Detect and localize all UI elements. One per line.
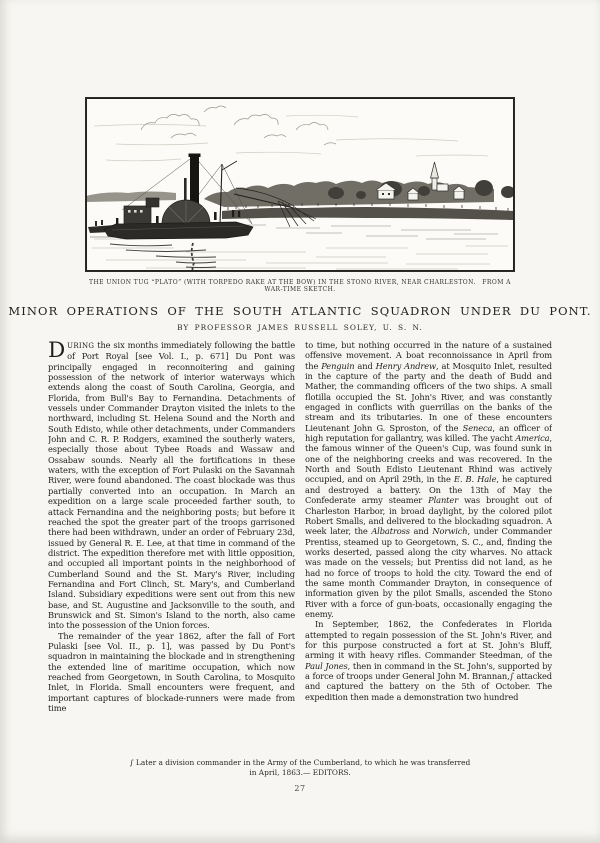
- drop-cap: D: [48, 340, 66, 363]
- footnote-line-1: ∫ Later a division commander in the Army of the Cumberland, to which he was transferred: [129, 758, 471, 767]
- footnote-line-2: in April, 1863.— EDITORS.: [249, 767, 351, 777]
- figure-block: [85, 97, 515, 293]
- tug-hull: [104, 222, 253, 239]
- page-number: 27: [294, 784, 306, 793]
- paragraph: In September, 1862, the Confederates in Florida attempted to regain possession of the St. John's River, and for this purpose constructed a fort at St. John's Bluff, arming it with heavy rifles. Commander Steedman, of the Paul Jones, then in command in the St. John's, supported by a force of troops under General John M. Brannan,∫ attacked and captured the battery on the 5th of October. The expedition then made a demonstration two hundred: [305, 619, 552, 702]
- engraving-illustration: [86, 98, 514, 271]
- tug-deckhouse: [124, 206, 151, 224]
- right-column: [305, 340, 552, 758]
- article-title: MINOR OPERATIONS OF THE SOUTH ATLANTIC SQUADRON UNDER DU PONT.: [8, 304, 592, 318]
- article-body: [48, 340, 552, 758]
- paragraph: to time, but nothing occurred in the nature of a sustained offensive movement. A boat reconnoissance in April from the Penguin and Henry Andrew, at Mosquito Inlet, resulted in the capture of the party and the death of Budd and Mather, the commanding officers of the two ships. A small flotilla occupied the St. John's River, and was constantly engaged in conflicts with guerrillas on the banks of the stream and its tributaries. In one of these encounters Lieutenant John G. Sproston, of the Seneca, an officer of high reputation for gallantry, was killed. The yacht America, the famous winner of the Queen's Cup, was found sunk in one of the neighboring creeks and was recovered. In the North and South Edisto Lieutenant Rhind was actively occupied, and on April 29th, in the E. B. Hale, he captured and destroyed a battery. On the 13th of May the Confederate army steamer Planter was brought out of Charleston Harbor, in broad daylight, by the colored pilot Robert Smalls, and delivered to the blockading squadron. A week later, the Albatross and Norwich, under Commander Prentiss, steamed up to Georgetown, S. C., and, finding the works deserted, passed along the city wharves. No attack was made on the vessels; but Prentiss did not land, as he had no force of troops to hold the city. Toward the end of the same month Commander Drayton, in consequence of information given by the pilot Smalls, ascended the Stono River with a force of gun-boats, occasionally engaging the enemy.: [305, 340, 552, 619]
- article-byline: BY PROFESSOR JAMES RUSSELL SOLEY, U. S. N.: [177, 323, 423, 332]
- paragraph: The remainder of the year 1862, after the fall of Fort Pulaski [see Vol. II., p. 1], was passed by Du Pont's squadron in maintaining the blockade and in strengthening the extended line of maritime occupation, which now reached from Georgetown, in South Carolina, to Mosquito Inlet, in Florida. Small encounters were frequent, and important captures of blockade-runners were made from time: [48, 630, 295, 714]
- paragraph: DURING the six months immediately following the battle of Port Royal [see Vol. I., p. 671] Du Pont was principally engaged in reconnoitering and gaining possession of the network of interior waterways which extends along the coast of South Carolina, Georgia, and Florida, from Bull's Bay to Fernandina. Detachments of vessels under Commander Drayton visited the inlets to the northward, including St. Helena Sound and the North and South Edisto, while other detachments, under Commanders John and C. R. P. Rodgers, examined the southerly waters, especially those about Tybee Roads and Wassaw and Ossabaw sounds. Nearly all the fortifications in these waters, with the exception of Fort Pulaski on the Savannah River, were found abandoned. The coast blockade was thus partially converted into an occupation. In March an expedition on a large scale proceeded farther south, to attack Fernandina and the neighboring posts; but before it reached the spot the greater part of the troops garrisoned there had been withdrawn, under an order of February 23d, issued by General R. E. Lee, at that time in command of the district. The expedition therefore met with little opposition, and occupied all important points in the neighborhood of Cumberland Sound and the St. Mary's River, including Fernandina and Fort Clinch, St. Mary's, and Cumberland Island. Subsidiary expeditions were sent out from this new base, and St. Augustine and Jacksonville to the south, and Brunswick and St. Simon's Island to the north, also came into the possession of the Union forces.: [48, 340, 295, 631]
- engraving-frame: [85, 97, 515, 272]
- figure-caption: THE UNION TUG “PLATO” (WITH TORPEDO RAKE AT THE BOW) IN THE STONO RIVER, NEAR CHARLESTON. FROM A WAR-TIME SKETCH.: [89, 279, 511, 293]
- lead-word: URING: [67, 342, 95, 350]
- left-column: [48, 340, 295, 758]
- footnote: [75, 758, 525, 777]
